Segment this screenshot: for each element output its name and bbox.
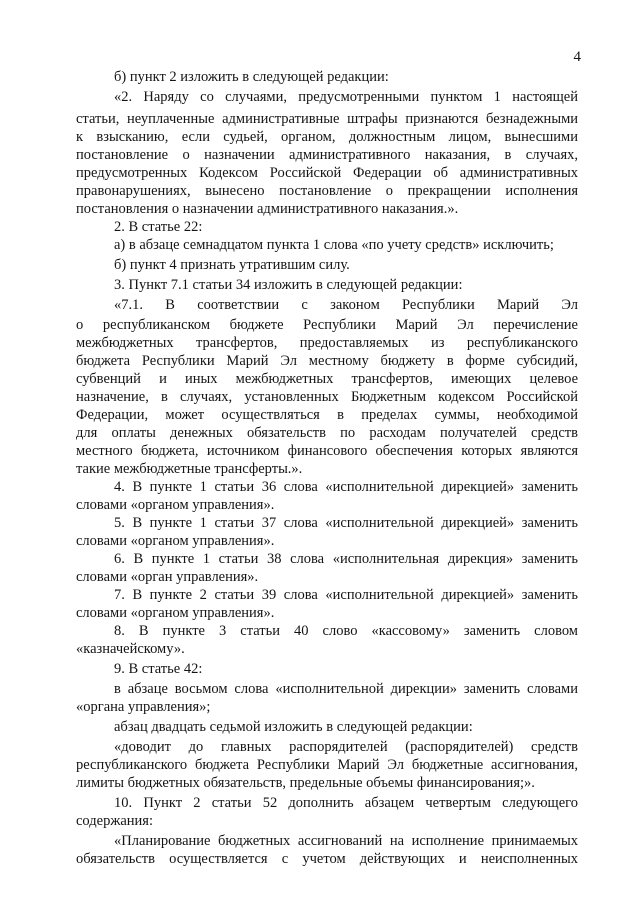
text-line: в абзаце восьмом слова «исполнительной дирекции» заменить словами [114, 681, 578, 697]
text-line: «2. Наряду со случаями, предусмотренными пунктом 1 настоящей [114, 89, 578, 105]
text-line: местного бюджета, источником финансового обеспечения которых являются [76, 443, 578, 459]
text-line: предусмотренных Кодексом Российской Федерации об административных [76, 165, 578, 181]
text-line: 6. В пункте 1 статьи 38 слова «исполнительная дирекция» заменить [114, 551, 578, 567]
text-line: 8. В пункте 3 статьи 40 слово «кассовому» заменить словом [114, 623, 578, 639]
text-line: такие межбюджетные трансферты.». [76, 461, 303, 477]
text-line: межбюджетных трансфертов, предоставляемых из республиканского [76, 335, 578, 351]
text-line: «доводит до главных распорядителей (распорядителей) средств [114, 739, 578, 755]
text-line: 7. В пункте 2 статьи 39 слова «исполнительной дирекцией» заменить [114, 587, 578, 603]
text-line: 2. В статье 22: [114, 219, 203, 235]
text-line: 10. Пункт 2 статьи 52 дополнить абзацем четвертым следующего [114, 795, 578, 811]
text-line: словами «органом управления». [76, 533, 275, 549]
text-line: «7.1. В соответствии с законом Республики Марий Эл [114, 297, 578, 313]
text-line: абзац двадцать седьмой изложить в следующей редакции: [114, 719, 473, 735]
text-line: б) пункт 4 признать утратившим силу. [114, 257, 350, 273]
text-line: к взысканию, если судьей, органом, должностным лицом, вынесшими [76, 129, 578, 145]
text-line: о республиканском бюджете Республики Марий Эл перечисление [76, 317, 578, 333]
text-line: лимиты бюджетных обязательств, предельные объемы финансирования;». [76, 775, 535, 791]
text-line: «Планирование бюджетных ассигнований на исполнение принимаемых [114, 833, 578, 849]
text-line: словами «орган управления». [76, 569, 259, 585]
text-line: а) в абзаце семнадцатом пункта 1 слова «по учету средств» исключить; [114, 237, 554, 253]
text-line: словами «органом управления». [76, 497, 275, 513]
text-line: постановление о назначении административного наказания, в случаях, [76, 147, 578, 163]
text-line: назначение, в случаях, установленных Бюджетным кодексом Российской [76, 389, 578, 405]
text-line: «казначейскому». [76, 641, 185, 657]
text-line: словами «органом управления». [76, 605, 275, 621]
text-line: 5. В пункте 1 статьи 37 слова «исполнительной дирекцией» заменить [114, 515, 578, 531]
text-line: б) пункт 2 изложить в следующей редакции: [114, 69, 389, 85]
text-line: 4. В пункте 1 статьи 36 слова «исполнительной дирекцией» заменить [114, 479, 578, 495]
text-line: 9. В статье 42: [114, 661, 203, 677]
text-line: республиканского бюджета Республики Марий Эл бюджетные ассигнования, [76, 757, 578, 773]
text-line: статьи, неуплаченные административные штрафы признаются безнадежными [76, 111, 578, 127]
text-line: субвенций и иных межбюджетных трансфертов, имеющих целевое [76, 371, 578, 387]
page-number: 4 [573, 49, 581, 65]
text-line: постановления о назначении административного наказания.». [76, 201, 459, 217]
text-line: 3. Пункт 7.1 статьи 34 изложить в следующей редакции: [114, 277, 463, 293]
text-line: «органа управления»; [76, 699, 211, 715]
text-line: правонарушениях, вынесено постановление о прекращении исполнения [76, 183, 578, 199]
text-line: для оплаты денежных обязательств по расходам получателей средств [76, 425, 578, 441]
text-line: содержания: [76, 813, 154, 829]
text-line: обязательств осуществляется с учетом действующих и неисполненных [76, 851, 578, 867]
text-line: бюджета Республики Марий Эл местному бюджету в форме субсидий, [76, 353, 578, 369]
text-line: Федерации, может осуществляться в пределах суммы, необходимой [76, 407, 578, 423]
